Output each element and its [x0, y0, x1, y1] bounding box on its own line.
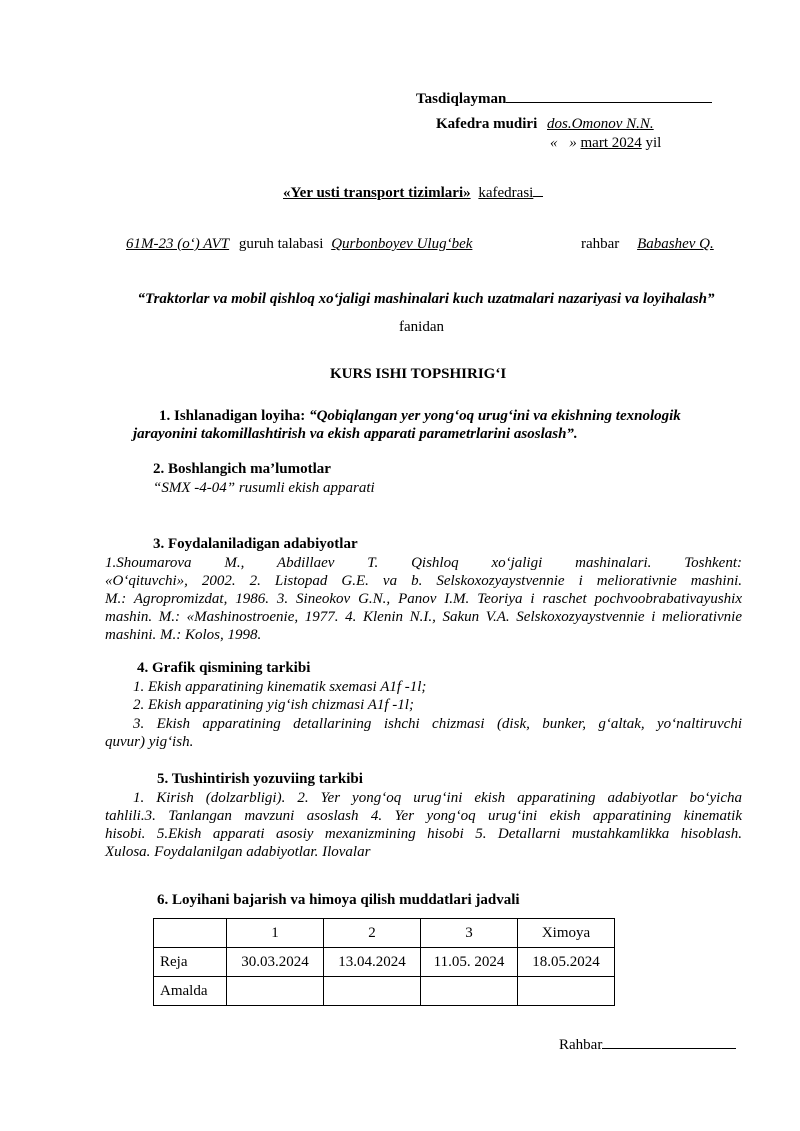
section-5-text: [105, 789, 742, 861]
section-5-label: 5. Tushintirish yozuviing tarkibi: [157, 771, 363, 787]
subject-suffix: fanidan: [399, 319, 444, 335]
section-4-item-3-b: quvur) yig‘ish.: [105, 734, 194, 750]
head-label: Kafedra mudiri: [436, 116, 538, 132]
schedule-table: [153, 918, 615, 1006]
section-3-label: 3. Foydalaniladigan adabiyotlar: [153, 536, 358, 552]
table-cell: 2: [324, 919, 421, 948]
table-cell: 18.05.2024: [518, 948, 615, 977]
explanatory-line: hisobi. 5.Ekish apparati asosiy mexanizmining hisobi 5. Detallarni mustahkamlikka hisoblash.: [105, 826, 742, 842]
table-cell: [154, 919, 227, 948]
head-of-department: [436, 116, 654, 133]
section-6-label: 6. Loyihani bajarish va himoya qilish muddatlari jadvali: [157, 892, 520, 908]
department-underline: [533, 182, 543, 197]
table-header-row: [154, 919, 615, 948]
signature-line: [506, 88, 712, 103]
table-row: [154, 977, 615, 1006]
section-1-line-1: [159, 408, 681, 425]
table-cell: [421, 977, 518, 1006]
reference-line: 1.Shoumarova M., Abdillaev T. Qishloq xo‘jaligi mashinalari. Toshkent:: [105, 555, 742, 571]
head-name: dos.Omonov N.N.: [547, 116, 654, 132]
supervisor-line: [581, 236, 714, 253]
date-quote-open: «: [550, 135, 558, 151]
footer-supervisor-label: Rahbar: [559, 1037, 603, 1053]
reference-line: mashin. M.: «Mashinostroenie, 1977. 4. Klenin N.I., Sakun V.A. Selskoxozyaystvennie i meliorativnie: [105, 609, 742, 625]
date-month-year: mart 2024: [580, 135, 642, 151]
reference-line: «O‘qituvchi», 2002. 2. Listopad G.E. va b. Selskoxozyaystvennie i meliorativnie mashini.: [105, 573, 742, 589]
section-4-label: 4. Grafik qismining tarkibi: [137, 660, 311, 676]
student-line: [126, 236, 472, 253]
section-1-label: 1. Ishlanadigan loyiha:: [159, 408, 306, 424]
table-cell: Amalda: [154, 977, 227, 1006]
footer-signature-line: [602, 1034, 736, 1049]
approval-line: [416, 88, 712, 108]
table-cell: Reja: [154, 948, 227, 977]
subject-title: “Traktorlar va mobil qishloq xo‘jaligi mashinalari kuch uzatmalari nazariyasi va loyihalash”: [137, 291, 715, 307]
reference-line: mashini. M.: Kolos, 1998.: [105, 627, 262, 643]
table-cell: Ximoya: [518, 919, 615, 948]
department-name: «Yer usti transport tizimlari»: [283, 185, 471, 201]
department-line: [283, 182, 543, 202]
approval-date: [550, 135, 661, 152]
section-4-item-2: 2. Ekish apparatining yig‘ish chizmasi A1f -1l;: [133, 697, 414, 713]
approve-label: Tasdiqlayman: [416, 91, 507, 107]
explanatory-line: Xulosa. Foydalanilgan adabiyotlar. Ilovalar: [105, 844, 371, 860]
section-2-label: 2. Boshlangich ma’lumotlar: [153, 461, 331, 477]
section-1-text-b: jarayonini takomillashtirish va ekish apparati parametrlarini asoslash”.: [133, 426, 578, 442]
student-name: Qurbonboyev Ulug‘bek: [331, 236, 473, 252]
date-quote-close: »: [569, 135, 577, 151]
section-4-item-1: 1. Ekish apparatining kinematik sxemasi A1f -1l;: [133, 679, 427, 695]
table-cell: [518, 977, 615, 1006]
table-row: [154, 948, 615, 977]
explanatory-line: 1. Kirish (dolzarbligi). 2. Yer yong‘oq urug‘ini ekish apparatining adabiyotlar bo‘yicha: [133, 790, 742, 806]
table-cell: [227, 977, 324, 1006]
student-group: 61M-23 (o‘) AVT: [126, 236, 230, 252]
supervisor-label: rahbar: [581, 236, 620, 252]
table-cell: 11.05. 2024: [421, 948, 518, 977]
explanatory-line: tahlili.3. Tanlangan mavzuni asoslash 4. Yer yong‘oq urug‘ini ekish apparatining kinematik: [105, 808, 742, 824]
group-suffix: guruh talabasi: [238, 236, 324, 252]
table-cell: 3: [421, 919, 518, 948]
page-title: KURS ISHI TOPSHIRIG‘I: [330, 366, 507, 382]
table-cell: [324, 977, 421, 1006]
section-4-item-3: [105, 715, 742, 751]
supervisor-name: Babashev Q.: [637, 236, 714, 252]
table-cell: 1: [227, 919, 324, 948]
footer-signature: [559, 1034, 736, 1054]
department-suffix: kafedrasi: [478, 185, 534, 201]
table-cell: 13.04.2024: [324, 948, 421, 977]
reference-line: M.: Agropromizdat, 1986. 3. Sineokov G.N., Panov I.M. Teoriya i raschet pochvoobrabativayushix: [105, 591, 742, 607]
section-2-text: “SMX -4-04” rusumli ekish apparati: [153, 480, 375, 496]
table-cell: 30.03.2024: [227, 948, 324, 977]
section-4-item-3-a: 3. Ekish apparatining detallarining ishchi chizmasi (disk, bunker, g‘altak, yo‘naltiruvchi: [133, 716, 742, 732]
date-suffix: yil: [645, 135, 662, 151]
section-1-text-a: “Qobiqlangan yer yong‘oq urug‘ini va ekishning texnologik: [309, 408, 681, 424]
section-3-text: [105, 554, 742, 644]
